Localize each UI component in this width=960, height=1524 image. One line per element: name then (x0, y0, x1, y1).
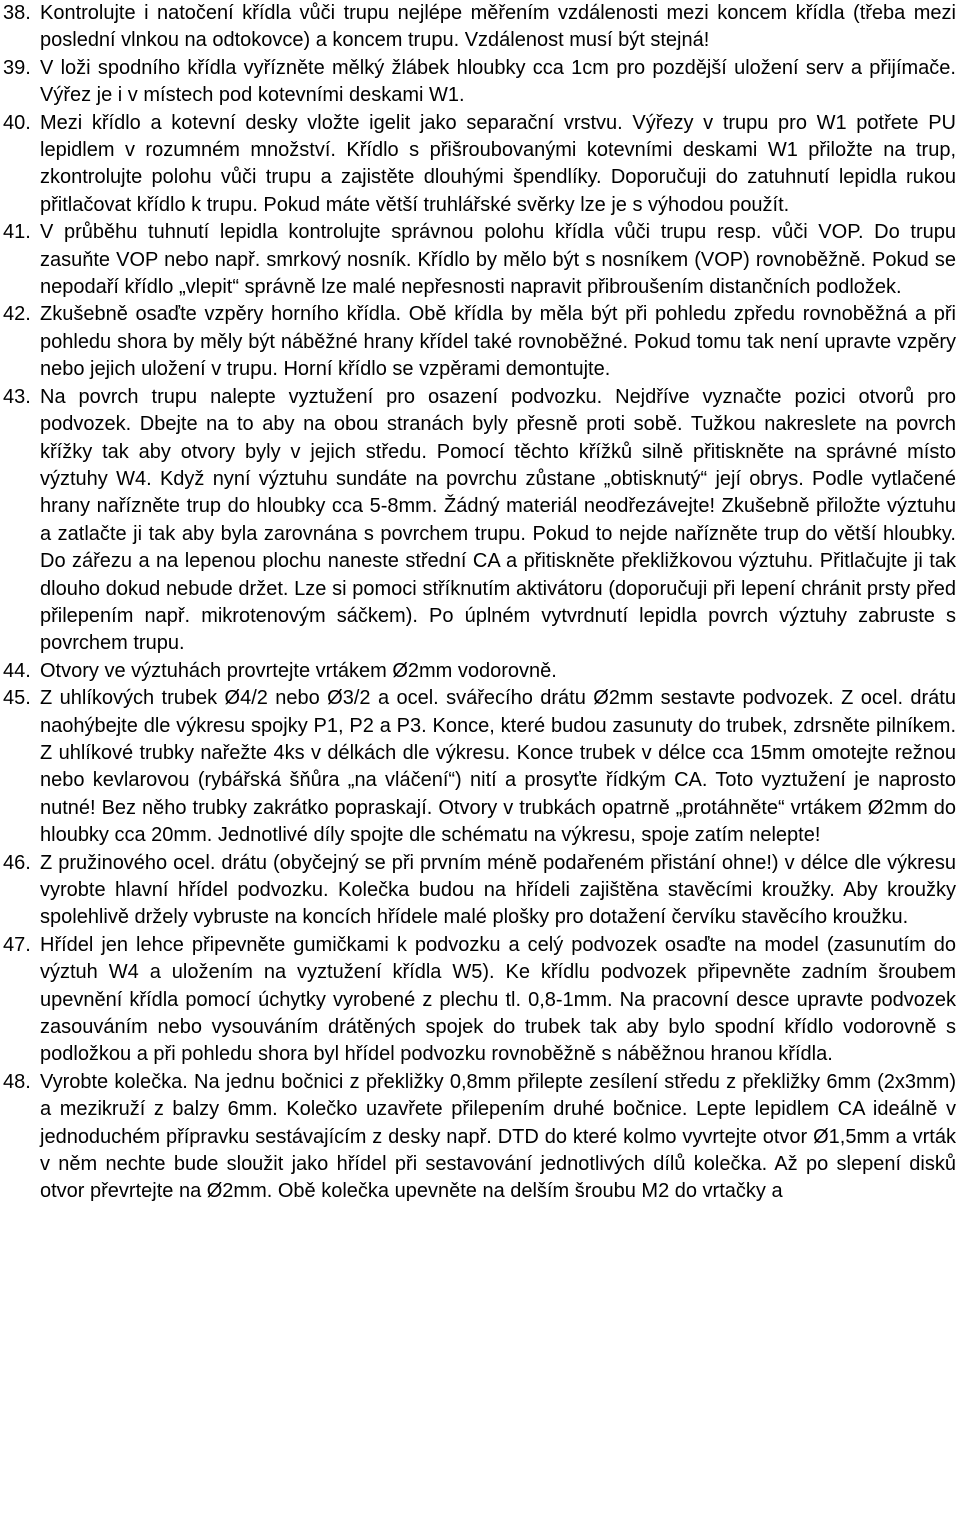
step-text: Na povrch trupu nalepte vyztužení pro osazení podvozku. Nejdříve vyznačte pozici otvorů pro podvozek. Dbejte na to aby na obou stranách byly přesně proti sobě. Tužkou nakreslete na povrch křížky tak aby otvory byly v jejich středu. Pomocí těchto křížků silně přitiskněte na správné místo výztuhy W4. Když nyní výztuhu sundáte na povrchu zůstane „obtisknutý“ její obrys. Podle vytlačené hrany nařízněte trup do hloubky cca 5-8mm. Žádný materiál neodřezávejte! Zkušebně přiložte výztuhu a zatlačte ji tak aby byla zarovnána s povrchem trupu. Pokud to nejde nařízněte trup do větší hloubky. Do zářezu a na lepenou plochu naneste střední CA a přitiskněte překližkovou výztuhu. Přitlačujte ji tak dlouho dokud nebude držet. Lze si pomoci stříknutím aktivátoru (doporučuji při lepení chránit prsty před přilepením např. mikrotenovým sáčkem). Po úplném vytvrdnutí lepidla povrch výztuhy zabruste s povrchem trupu. (40, 385, 956, 655)
step-number: 44. (3, 659, 31, 682)
step-text: Mezi křídlo a kotevní desky vložte igelit jako separační vrstvu. Výřezy v trupu pro W1 potřete PU lepidlem v rozumném množství. Křídlo s přišroubovanými kotevními deskami W1 přiložte na trup, zkontrolujte polohu vůči trupu a zajistěte dlouhými špendlíky. Doporučuji do zatuhnutí lepidla rukou přitlačovat křídlo k trupu. Pokud máte větší truhlářské svěrky lze je s výhodou použít. (40, 111, 956, 216)
step-44 (3, 658, 956, 685)
step-number: 40. (3, 111, 31, 134)
step-number: 43. (3, 385, 31, 408)
step-number: 48. (3, 1070, 31, 1093)
step-text: V loži spodního křídla vyřízněte mělký žlábek hloubky cca 1cm pro pozdější uložení serv a přijímače. Výřez je i v místech pod kotevními deskami W1. (40, 56, 956, 107)
step-text: Z pružinového ocel. drátu (obyčejný se při prvním méně podařeném přistání ohne!) v délce dle výkresu vyrobte hlavní hřídel podvozku. Kolečka budou na hřídeli zajištěna stavěcími kroužky. Aby kroužky spolehlivě držely vybruste na koncích hřídele malé plošky pro dotažení červíku stavěcího kroužku. (40, 851, 956, 929)
step-text: Otvory ve výztuhách provrtejte vrtákem Ø2mm vodorovně. (40, 659, 557, 682)
step-43 (3, 384, 956, 658)
step-38 (3, 0, 956, 55)
step-text: V průběhu tuhnutí lepidla kontrolujte správnou polohu křídla vůči trupu resp. vůči VOP. Do trupu zasuňte VOP nebo např. smrkový nosník. Křídlo by mělo být s nosníkem (VOP) rovnoběžně. Pokud se nepodaří křídlo „vlepit“ správně lze malé nepřesnosti napravit přibroušením distančních podložek. (40, 221, 956, 299)
step-46 (3, 850, 956, 932)
step-39 (3, 55, 956, 110)
step-number: 46. (3, 851, 31, 874)
step-text: Hřídel jen lehce připevněte gumičkami k podvozku a celý podvozek osaďte na model (zasunutím do výztuh W4 a uložením na vyztužení křídla W5). Ke křídlu podvozek připevněte zadním šroubem upevnění křídla pomocí úchytky vyrobené z plechu tl. 0,8-1mm. Na pracovní desce upravte podvozek zasouváním nebo vysouváním drátěných spojek do trubek tak aby bylo spodní křídlo vodorovně s podložkou a při pohledu shora byl hřídel podvozku rovnoběžně s náběžnou hranou křídla. (40, 933, 956, 1066)
step-45 (3, 685, 956, 849)
step-41 (3, 219, 956, 301)
step-text: Vyrobte kolečka. Na jednu bočnici z překližky 0,8mm přilepte zesílení středu z překližky 6mm (2x3mm) a mezikruží z balzy 6mm. Kolečko uzavřete přilepením druhé bočnice. Lepte lepidlem CA ideálně v jednoduchém přípravku sestávajícím z desky např. DTD do které kolmo vyvrtejte otvor Ø1,5mm a vrták v něm nechte bude sloužit jako hřídel při sestavování jednotlivých dílů kolečka. Až po slepení disků otvor převrtejte na Ø2mm. Obě kolečka upevněte na delším šroubu M2 do vrtačky a (40, 1070, 956, 1203)
step-number: 39. (3, 56, 31, 79)
step-42 (3, 301, 956, 383)
step-47 (3, 932, 956, 1069)
step-text: Zkušebně osaďte vzpěry horního křídla. Obě křídla by měla být při pohledu zpředu rovnoběžná a při pohledu shora by měly být náběžné hrany křídel také rovnoběžné. Pokud tomu tak není upravte vzpěry nebo jejich uložení v trupu. Horní křídlo se vzpěrami demontujte. (40, 303, 956, 381)
step-number: 45. (3, 687, 31, 710)
step-40 (3, 110, 956, 220)
step-text: Z uhlíkových trubek Ø4/2 nebo Ø3/2 a ocel. svářecího drátu Ø2mm sestavte podvozek. Z ocel. drátu naohýbejte dle výkresu spojky P1, P2 a P3. Konce, které budou zasunuty do trubek, zdrsněte pilníkem. Z uhlíkové trubky nařežte 4ks v délkách dle výkresu. Konce trubek v délce cca 15mm omotejte režnou nebo kevlarovou (rybářská šňůra „na vláčení“) nití a prosyťte řídkým CA. Toto vyztužení je naprosto nutné! Bez něho trubky zakrátko popraskají. Otvory v trubkách opatrně „protáhněte“ vrtákem Ø2mm do hloubky cca 20mm. Jednotlivé díly spojte dle schématu na výkresu, spoje zatím nelepte! (40, 687, 956, 847)
step-48 (3, 1069, 956, 1206)
step-number: 47. (3, 933, 31, 956)
step-number: 41. (3, 221, 31, 244)
step-number: 42. (3, 303, 31, 326)
step-number: 38. (3, 2, 31, 24)
step-text: Kontrolujte i natočení křídla vůči trupu nejlépe měřením vzdálenosti mezi koncem křídla (třeba mezi poslední vlnkou na odtokovce) a koncem trupu. Vzdálenost musí být stejná! (40, 2, 956, 52)
